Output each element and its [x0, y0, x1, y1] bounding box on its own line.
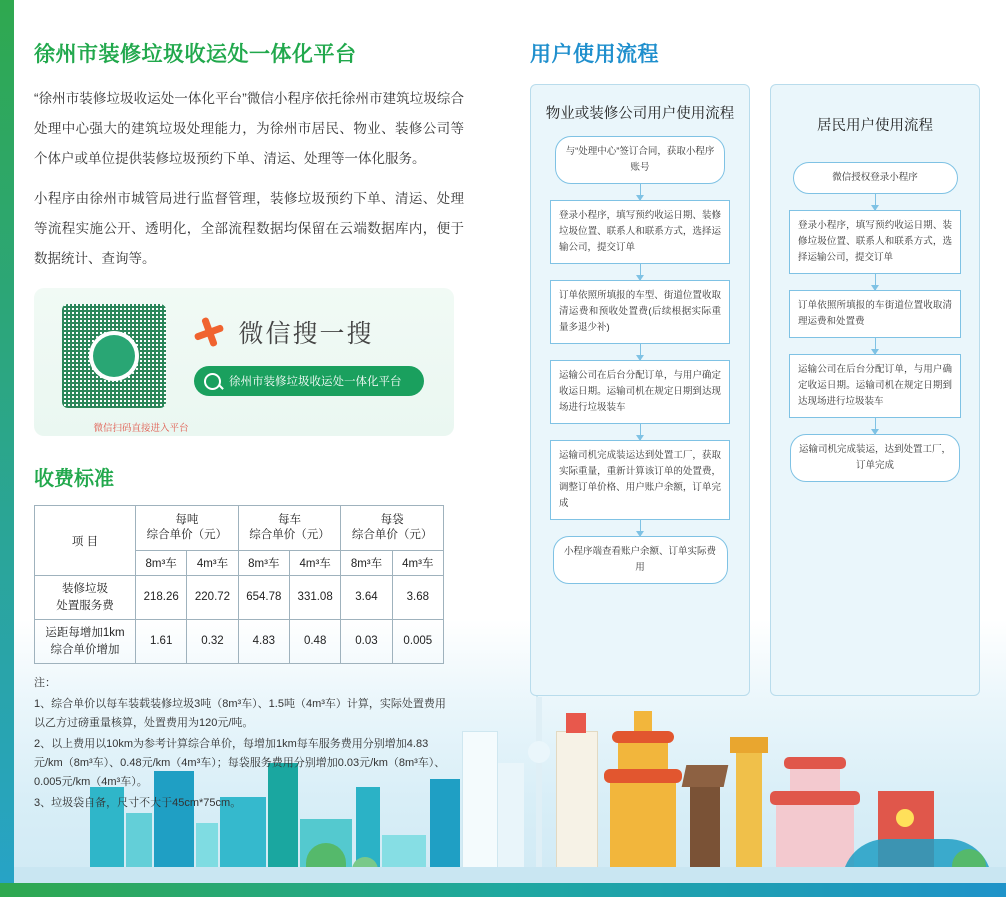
panel-b-title: 居民用户使用流程	[817, 118, 933, 134]
table-row	[35, 576, 444, 620]
header-group-bag-sub: 综合单价（元）	[351, 529, 433, 541]
panel-b-step-3: 运输公司在后台分配订单，与用户确定收运日期。运输司机在规定日期到达现场进行垃圾装车	[789, 354, 961, 418]
row-1-col-5: 0.005	[392, 620, 443, 664]
header-group-ton-top: 每吨	[175, 514, 199, 526]
arrow-icon	[640, 424, 641, 440]
wechat-search-block	[194, 314, 424, 396]
arrow-icon	[640, 344, 641, 360]
arrow-icon	[875, 338, 876, 354]
row-1-col-3: 0.48	[289, 620, 340, 664]
qr-code-block	[62, 304, 189, 434]
note-1: 1、综合单价以每车装载装修垃圾3吨（8m³车）、1.5吨（4m³车）计算，实际处置费用以乙方过磅重量核算，处置费用为120元/吨。	[34, 698, 446, 729]
header-ton-8m3: 8m³车	[136, 551, 187, 576]
flow-panel-property-company	[530, 84, 750, 696]
wechat-search-icon	[194, 317, 224, 347]
wechat-brand-label: 微信搜一搜	[238, 320, 374, 348]
row-0-col-0: 218.26	[136, 576, 187, 620]
table-header-row-top	[35, 506, 444, 551]
panel-b-step-1: 登录小程序，填写预约收运日期、装修垃圾位置、联系人和联系方式，选择运输公司，提交订单	[789, 210, 961, 274]
search-platform-button[interactable]	[194, 366, 424, 396]
header-vehicle-8m3: 8m³车	[238, 551, 289, 576]
header-ton-4m3: 4m³车	[187, 551, 238, 576]
row-0-label: 装修垃圾 处置服务费	[35, 576, 136, 620]
arrow-icon	[640, 184, 641, 200]
panel-a-step-5: 小程序端查看账户余额、订单实际费用	[553, 536, 728, 584]
panel-a-step-3: 运输公司在后台分配订单，与用户确定收运日期。运输司机在规定日期到达现场进行垃圾装车	[550, 360, 730, 424]
header-group-ton	[136, 506, 239, 551]
row-0-col-1: 220.72	[187, 576, 238, 620]
header-group-bag	[341, 506, 444, 551]
search-button-label: 徐州市装修垃圾收运处一体化平台	[229, 376, 402, 388]
intro-paragraph-1: “徐州市装修垃圾收运处一体化平台”微信小程序依托徐州市建筑垃圾综合处理中心强大的建筑垃圾处理能力，为徐州市居民、物业、装修公司等个体户或单位提供装修垃圾预约下单、清运、处理等一体化服务。	[34, 91, 464, 166]
panel-a-step-2: 订单依照所填报的车型、街道位置收取清运费和预收处置费(后续根据实际重量多退少补)	[550, 280, 730, 344]
page-title: 徐州市装修垃圾收运处一体化平台	[34, 43, 357, 66]
panel-a-step-1: 登录小程序，填写预约收运日期、装修垃圾位置、联系人和联系方式，选择运输公司，提交订单	[550, 200, 730, 264]
search-icon	[204, 373, 221, 390]
row-1-col-2: 4.83	[238, 620, 289, 664]
header-group-vehicle-top: 每车	[277, 514, 301, 526]
arrow-icon	[875, 274, 876, 290]
header-bag-4m3: 4m³车	[392, 551, 443, 576]
arrow-icon	[875, 194, 876, 210]
row-1-col-4: 0.03	[341, 620, 392, 664]
note-2: 2、以上费用以10km为参考计算综合单价，每增加1km每车服务费用分别增加4.83元/km（8m³车）、0.48元/km（4m³车）；每袋服务费用分别增加0.03元/km（8m³车）、0.005元/km（4m³车）。	[34, 738, 446, 788]
panel-a-step-0: 与“处理中心”签订合同，获取小程序账号	[555, 136, 725, 184]
arrow-icon	[875, 418, 876, 434]
row-0-col-4: 3.64	[341, 576, 392, 620]
panel-b-step-0: 微信授权登录小程序	[793, 162, 958, 194]
arrow-icon	[640, 520, 641, 536]
qr-code-caption: 微信扫码直接进入平台	[93, 423, 189, 434]
note-3: 3、垃圾袋自备，尺寸不大于45cm*75cm。	[34, 797, 242, 809]
header-item: 项 目	[35, 506, 136, 576]
header-group-vehicle-sub: 综合单价（元）	[249, 529, 330, 541]
panel-a-title: 物业或装修公司用户使用流程	[545, 106, 735, 122]
panel-b-step-4: 运输司机完成装运，达到处置工厂，订单完成	[790, 434, 960, 482]
row-0-col-5: 3.68	[392, 576, 443, 620]
fee-standard-section	[34, 462, 464, 813]
left-green-bar	[0, 0, 14, 897]
row-0-col-3: 331.08	[289, 576, 340, 620]
fee-notes	[34, 674, 449, 813]
row-0-col-2: 654.78	[238, 576, 289, 620]
wechat-search-card	[34, 288, 454, 436]
flow-panel-resident	[770, 84, 980, 696]
row-1-col-0: 1.61	[136, 620, 187, 664]
notes-title: 注：	[34, 677, 56, 689]
panel-a-step-4: 运输司机完成装运达到处置工厂，获取实际重量，重新计算该订单的处置费，调整订单价格、用户账户余额，订单完成	[550, 440, 730, 520]
header-vehicle-4m3: 4m³车	[289, 551, 340, 576]
right-column	[530, 38, 980, 573]
arrow-icon	[640, 264, 641, 280]
left-column	[34, 38, 464, 815]
flow-section-title: 用户使用流程	[530, 43, 659, 66]
row-1-col-1: 0.32	[187, 620, 238, 664]
qr-code-icon	[62, 304, 166, 408]
fee-standard-title: 收费标准	[34, 468, 114, 490]
table-row	[35, 620, 444, 664]
header-group-bag-top: 每袋	[380, 514, 404, 526]
header-group-ton-sub: 综合单价（元）	[146, 529, 228, 541]
fee-table	[34, 505, 444, 664]
intro-paragraph-2: 小程序由徐州市城管局进行监督管理，装修垃圾预约下单、清运、处理等流程实施公开、透明化，全部流程数据均保留在云端数据库内，便于数据统计、查询等。	[34, 191, 464, 266]
header-bag-8m3: 8m³车	[341, 551, 392, 576]
bottom-green-bar	[0, 883, 1006, 897]
panel-b-step-2: 订单依照所填报的车街道位置收取清理运费和处置费	[789, 290, 961, 338]
row-1-label: 运距每增加1km 综合单价增加	[35, 620, 136, 664]
header-group-vehicle	[238, 506, 341, 551]
